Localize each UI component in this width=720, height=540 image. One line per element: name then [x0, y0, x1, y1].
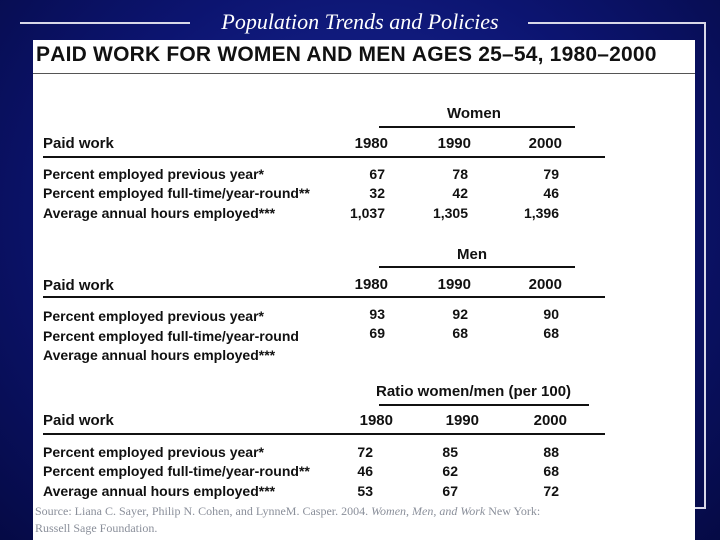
- cell-value: 42: [452, 185, 468, 201]
- cell-value: 46: [543, 185, 559, 201]
- cell-value: 67: [369, 166, 385, 182]
- paid-work-label: Paid work: [43, 412, 114, 429]
- cell-value: 92: [452, 306, 468, 322]
- cell-value: 68: [543, 325, 559, 341]
- cell-value: 79: [543, 166, 559, 182]
- year-header: 1980: [354, 276, 388, 293]
- group-rule-men: [379, 266, 575, 268]
- cell-value: 62: [442, 463, 458, 479]
- header-rule: [43, 156, 605, 158]
- cell-value: 78: [452, 166, 468, 182]
- row-label: Average annual hours employed***: [43, 483, 276, 499]
- table-title: PAID WORK FOR WOMEN AND MEN AGES 25–54, 1980–2000: [36, 43, 657, 66]
- row-label: Average annual hours employed***: [43, 205, 276, 221]
- cell-value: 46: [357, 463, 373, 479]
- title-rule: [33, 73, 695, 74]
- year-header: 2000: [528, 135, 562, 152]
- group-women: Women: [447, 105, 501, 122]
- year-header: 1980: [359, 412, 393, 429]
- year-header: 1980: [354, 135, 388, 152]
- frame-right: [704, 22, 706, 509]
- cell-value: 90: [543, 306, 559, 322]
- row-label: Percent employed previous year*: [43, 444, 264, 460]
- scanned-table: [33, 40, 695, 540]
- row-label: Average annual hours employed***: [43, 347, 276, 363]
- paid-work-label: Paid work: [43, 135, 114, 152]
- source-citation: Source: Liana C. Sayer, Philip N. Cohen, and LynneM. Casper. 2004. Women, Men, and Work New York: Russell Sage Foundation.: [35, 504, 541, 535]
- row-label: Percent employed full-time/year-round: [43, 328, 299, 344]
- cell-value: 1,396: [523, 205, 559, 221]
- group-rule-ratio: [379, 404, 589, 406]
- cell-value: 88: [543, 444, 559, 460]
- cell-value: 69: [369, 325, 385, 341]
- slide-title: Population Trends and Policies: [221, 9, 499, 34]
- header-rule: [43, 433, 605, 435]
- year-header: 2000: [533, 412, 567, 429]
- cell-value: 1,305: [432, 205, 468, 221]
- cell-value: 72: [543, 483, 559, 499]
- row-label: Percent employed full-time/year-round**: [43, 463, 310, 479]
- paid-work-label: Paid work: [43, 277, 114, 294]
- cell-value: 85: [442, 444, 458, 460]
- year-header: 2000: [528, 276, 562, 293]
- cell-value: 1,037: [349, 205, 385, 221]
- group-ratio: Ratio women/men (per 100): [376, 383, 572, 400]
- row-label: Percent employed previous year*: [43, 166, 264, 182]
- group-rule-women: [379, 126, 575, 128]
- group-men: Men: [457, 246, 487, 263]
- row-label: Percent employed previous year*: [43, 308, 264, 324]
- header-rule: [43, 296, 605, 298]
- year-header: 1990: [445, 412, 479, 429]
- cell-value: 53: [357, 483, 373, 499]
- cell-value: 67: [442, 483, 458, 499]
- cell-value: 32: [369, 185, 385, 201]
- row-label: Percent employed full-time/year-round**: [43, 185, 310, 201]
- year-header: 1990: [437, 276, 471, 293]
- cell-value: 93: [369, 306, 385, 322]
- year-header: 1990: [437, 135, 471, 152]
- cell-value: 68: [452, 325, 468, 341]
- cell-value: 68: [543, 463, 559, 479]
- cell-value: 72: [357, 444, 373, 460]
